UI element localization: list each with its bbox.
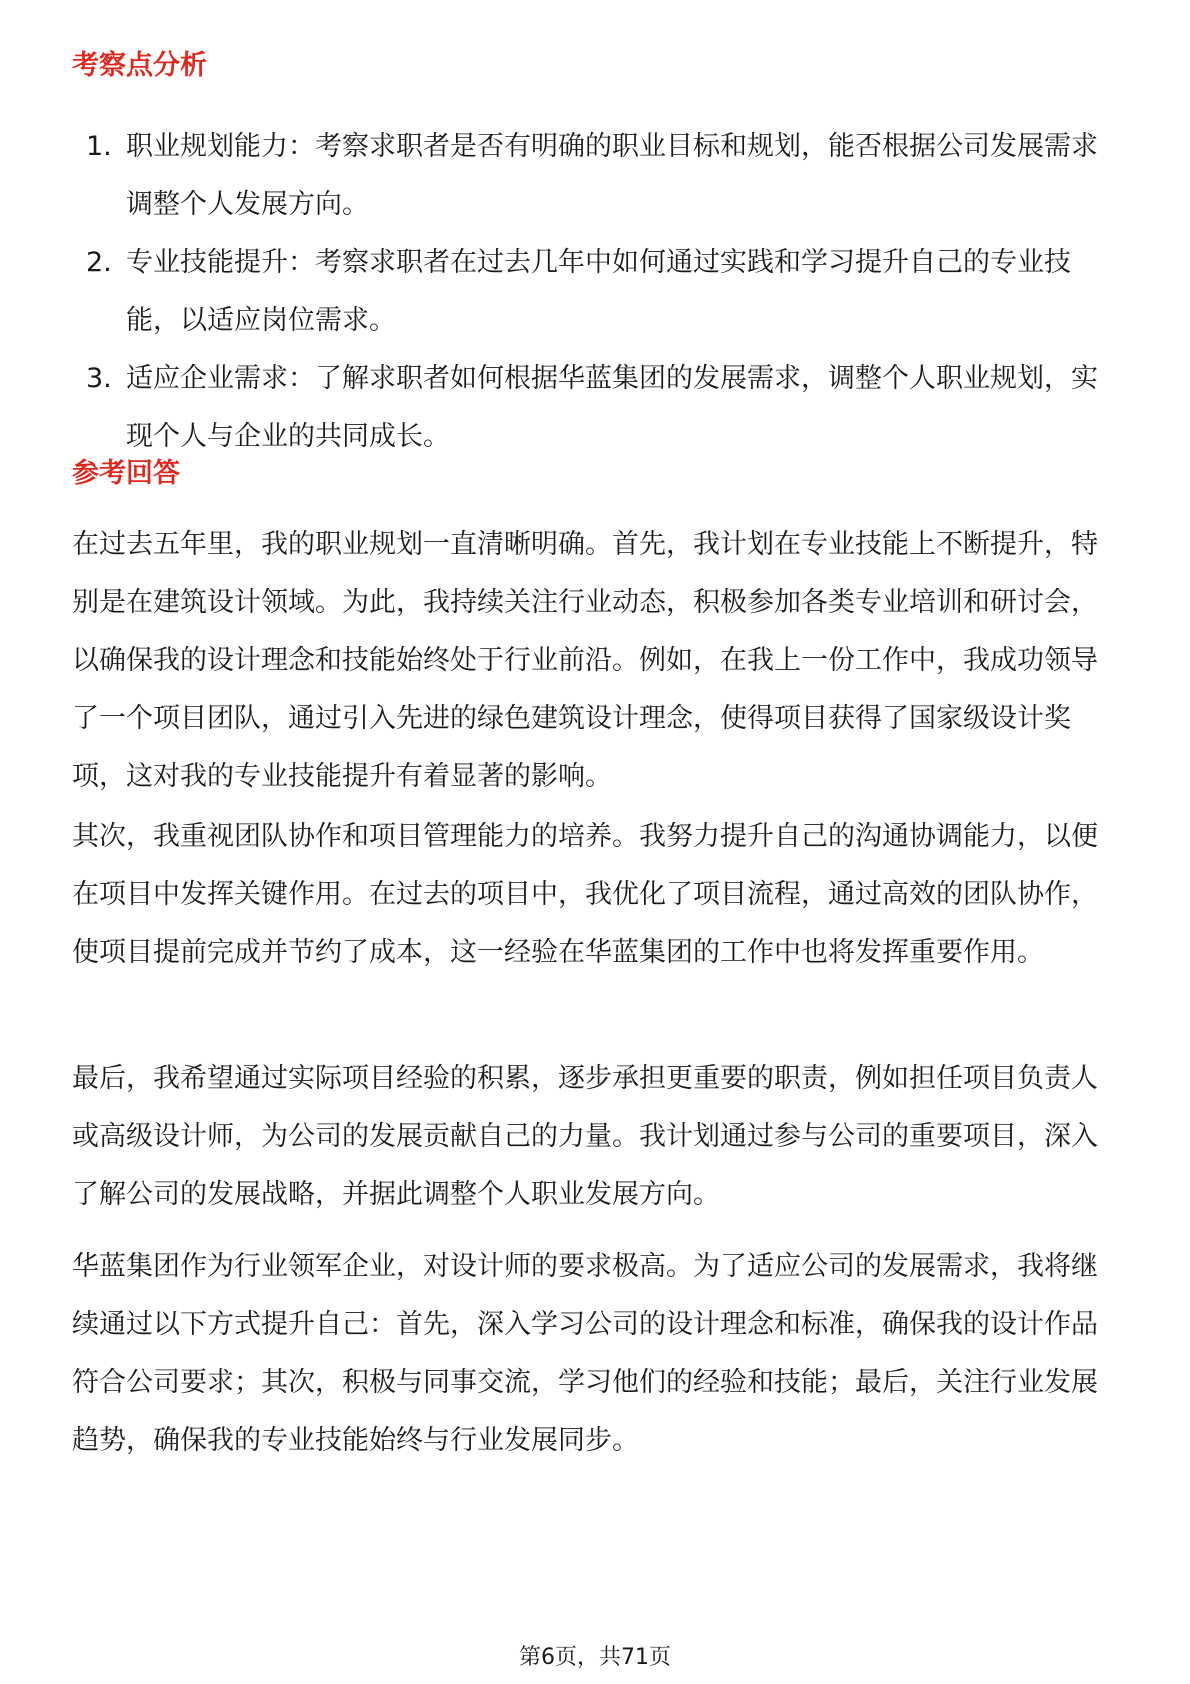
answer-paragraph: 其次，我重视团队协作和项目管理能力的培养。我努力提升自己的沟通协调能力，以便在项目中发挥关键作用。在过去的项目中，我优化了项目流程，通过高效的团队协作，使项目提前完成并节约了成本，这一经验在华蓝集团的工作中也将发挥重要作用。	[72, 821, 1098, 968]
list-item-text: 职业规划能力：考察求职者是否有明确的职业目标和规划，能否根据公司发展需求调整个人发展方向。	[126, 131, 1098, 220]
answer-paragraph: 最后，我希望通过实际项目经验的积累，逐步承担更重要的职责，例如担任项目负责人或高级设计师，为公司的发展贡献自己的力量。我计划通过参与公司的重要项目，深入了解公司的发展战略，并据此调整个人职业发展方向。	[72, 1063, 1098, 1210]
analysis-list	[72, 118, 1112, 466]
answer-paragraph: 在过去五年里，我的职业规划一直清晰明确。首先，我计划在专业技能上不断提升，特别是在建筑设计领域。为此，我持续关注行业动态，积极参加各类专业培训和研讨会，以确保我的设计理念和技能始终处于行业前沿。例如，在我上一份工作中，我成功领导了一个项目团队，通过引入先进的绿色建筑设计理念，使得项目获得了国家级设计奖项，这对我的专业技能提升有着显著的影响。	[72, 529, 1098, 792]
list-item-number: 2.	[86, 247, 112, 278]
list-item	[72, 350, 1112, 466]
list-item-number: 3.	[86, 363, 112, 394]
list-item-text: 专业技能提升：考察求职者在过去几年中如何通过实践和学习提升自己的专业技能，以适应岗位需求。	[126, 247, 1071, 336]
answer-paragraph: 华蓝集团作为行业领军企业，对设计师的要求极高。为了适应公司的发展需求，我将继续通过以下方式提升自己：首先，深入学习公司的设计理念和标准，确保我的设计作品符合公司要求；其次，积极与同事交流，学习他们的经验和技能；最后，关注行业发展趋势，确保我的专业技能始终与行业发展同步。	[72, 1251, 1098, 1456]
list-item-number: 1.	[86, 131, 112, 162]
page-number: 第6页，共71页	[519, 1645, 671, 1670]
list-item-text: 适应企业需求：了解求职者如何根据华蓝集团的发展需求，调整个人职业规划，实现个人与企业的共同成长。	[126, 363, 1098, 452]
list-item	[72, 118, 1112, 234]
analysis-section-title: 考察点分析	[72, 50, 207, 81]
list-item	[72, 234, 1112, 350]
answer-section-title: 参考回答	[72, 458, 180, 489]
